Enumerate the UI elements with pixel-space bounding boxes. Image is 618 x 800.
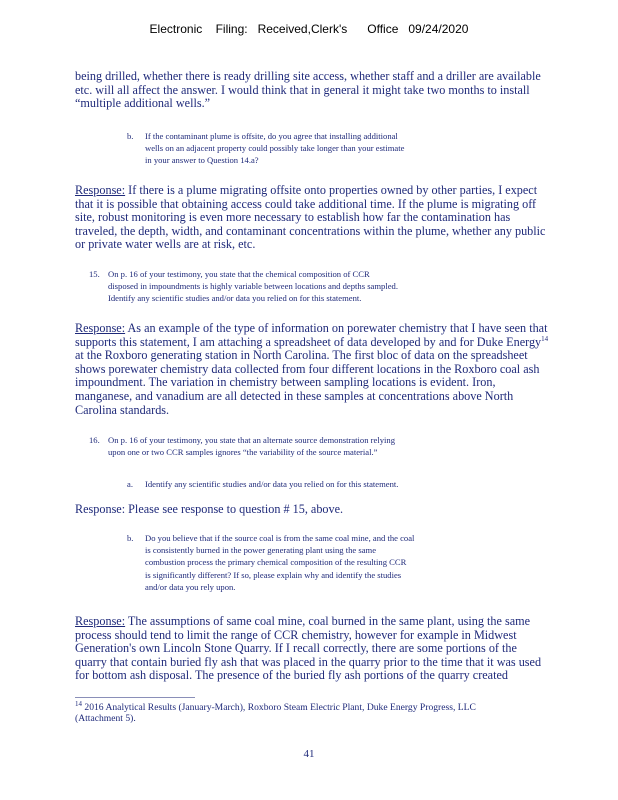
text-line: On p. 16 of your testimony, you state that an alternate source demonstration relying	[108, 435, 396, 445]
question-16	[89, 434, 396, 458]
response-16a	[75, 503, 595, 517]
text-line: in your answer to Question 14.a?	[145, 155, 259, 166]
text-line: impoundment. The variation in chemistry between sampling locations is evident. Iron,	[75, 375, 496, 390]
response-label: Response:	[75, 321, 126, 335]
text-line	[75, 503, 595, 517]
text-line: upon one or two CCR samples ignores “the variability of the source material.”	[108, 447, 378, 458]
text-line: or private water wells are at risk, etc.	[75, 237, 256, 252]
footnote-divider	[75, 697, 195, 698]
text-line: site, robust monitoring is even more necessary to establish how far the contamination has	[75, 210, 511, 225]
text-line	[75, 322, 595, 336]
text-line: combustion process the primary chemical composition of the resulting CCR	[145, 557, 407, 568]
question-marker: b.	[127, 131, 134, 141]
text-span: The assumptions of same coal mine, coal burned in the same plant, using the same	[125, 614, 531, 628]
text-line: is significantly different? If so, please explain why and identify the studies	[145, 569, 402, 580]
question-number: 15.	[89, 269, 100, 279]
text-line: and/or data you rely upon.	[145, 581, 236, 592]
paragraph-continuation	[75, 70, 595, 111]
text-line: If the contaminant plume is offsite, do you agree that installing additional	[145, 131, 398, 141]
text-span: supports this statement, I am attaching a spreadsheet of data developed by and for Duke Energy	[75, 334, 542, 349]
footnote	[75, 699, 545, 724]
response-15	[75, 322, 595, 417]
text-line: that it is possible that obtaining access could take additional time. If the plume is migrating off	[75, 196, 537, 211]
question-16b	[127, 532, 415, 593]
text-line: for bottom ash disposal. The presence of the buried fly ash portions of the quarry created	[75, 668, 508, 683]
text-line	[75, 184, 595, 198]
footnote-line: (Attachment 5).	[75, 713, 136, 724]
response-16b	[75, 615, 595, 683]
text-line: shows porewater chemistry data collected from four different locations in the Roxboro coal ash	[75, 361, 540, 376]
text-span: If there is a plume migrating offsite onto properties owned by other parties, I expect	[125, 183, 538, 197]
text-line: traveled, the depth, width, and contaminant concentrations within the plume, whether any public	[75, 223, 546, 238]
footnote-text: 2016 Analytical Results (January-March), Roxboro Steam Electric Plant, Duke Energy Progress, LLC	[82, 702, 476, 713]
page-number: 41	[303, 748, 315, 760]
response-14b	[75, 184, 595, 252]
text-line: manganese, and vanadium are all detected in these samples at concentrations above North	[75, 388, 514, 403]
text-line: process should tend to limit the range of CCR chemistry, however for example in Midwest	[75, 627, 517, 642]
filing-header: Electronic Filing: Received,Clerk's Office 09/24/2020	[149, 22, 469, 36]
question-marker: b.	[127, 533, 134, 543]
footnote-ref: 14	[541, 334, 549, 343]
text-span: As an example of the type of information on porewater chemistry that I have seen that	[125, 321, 548, 335]
response-label: Response:	[75, 502, 126, 516]
response-label: Response:	[75, 183, 126, 197]
question-number: 16.	[89, 435, 100, 445]
text-line: Do you believe that if the source coal is from the same coal mine, and the coal	[145, 533, 415, 543]
question-16a	[127, 478, 399, 490]
footnote-marker: 14	[75, 699, 82, 708]
text-line	[75, 336, 595, 350]
text-line: at the Roxboro generating station in North Carolina. The first bloc of data on the spreadsheet	[75, 348, 528, 363]
text-line: disposed in impoundments is highly variable between locations and depths sampled.	[108, 281, 398, 292]
text-span: Please see response to question # 15, above.	[125, 502, 344, 516]
text-line: On p. 16 of your testimony, you state that the chemical composition of CCR	[108, 269, 370, 279]
text-line: quarry that contain buried fly ash that was placed in the quarry prior to the time that it was used	[75, 654, 542, 669]
text-line: Identify any scientific studies and/or data you relied on for this statement.	[108, 293, 362, 304]
text-line: etc. will all affect the answer. I would think that in general it might take two months to install	[75, 82, 530, 97]
text-line: being drilled, whether there is ready drilling site access, whether staff and a driller are available	[75, 69, 541, 83]
question-15	[89, 268, 398, 305]
text-line: is consistently burned in the power generating plant using the same	[145, 545, 377, 556]
question-14b	[127, 130, 405, 167]
text-line	[75, 615, 595, 629]
text-line: “multiple additional wells.”	[75, 96, 211, 111]
footnote-line	[75, 699, 545, 713]
question-marker: a.	[127, 479, 133, 489]
text-line: Carolina standards.	[75, 402, 170, 417]
text-line: Generation's own Lincoln Stone Quarry. If I recall correctly, there are some portions of the	[75, 641, 517, 656]
response-label: Response:	[75, 614, 126, 628]
text-line: wells on an adjacent property could possibly take longer than your estimate	[145, 143, 405, 154]
text-line: Identify any scientific studies and/or data you relied on for this statement.	[145, 479, 399, 489]
